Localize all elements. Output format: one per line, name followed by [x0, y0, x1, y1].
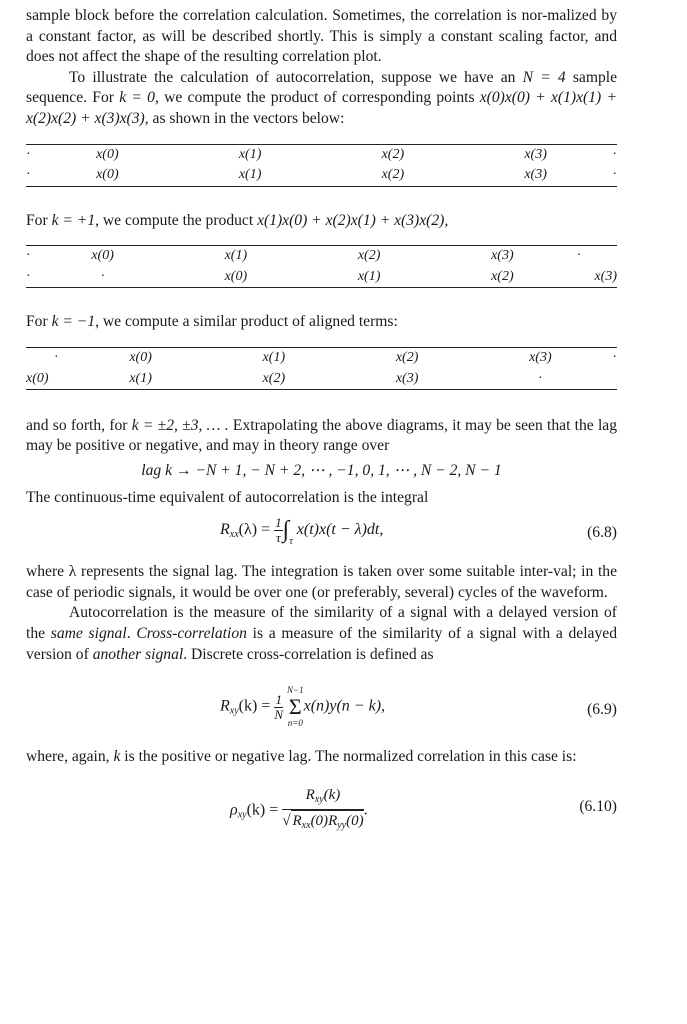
eq-denominator [282, 810, 363, 836]
table-row [26, 267, 617, 288]
table-cell: x(0) [91, 248, 114, 264]
eq-fraction [274, 516, 283, 545]
table-cell: · [538, 370, 543, 386]
eq-text: x(t)x(t − λ)dt, [296, 521, 384, 539]
equation-6-8 [26, 512, 617, 554]
table-cell: x(0) [26, 370, 49, 386]
math-product-k1: x(1)x(0) + x(2)x(1) + x(3)x(2), [257, 211, 449, 229]
table-cell: x(3) [594, 268, 617, 284]
eq-text: (0) [310, 812, 329, 829]
table-cell: · [26, 248, 31, 264]
table-cell: x(0) [96, 167, 119, 183]
eq-denominator: N [274, 706, 284, 722]
text: where, again, [26, 748, 114, 766]
eq-symbol: R [220, 521, 230, 539]
eq-symbol: ρ [230, 801, 238, 819]
table-cell: x(3) [491, 248, 514, 264]
text: and so forth, for [26, 416, 132, 434]
table-row [26, 144, 617, 165]
table-cell [54, 368, 74, 389]
table-cell [569, 267, 589, 288]
text: , we compute the product of corresponding points [154, 89, 480, 107]
text: For [26, 313, 52, 331]
paragraph-autocorrelation [26, 603, 617, 665]
paragraph-illustrate [26, 68, 617, 130]
eq-summation [287, 685, 304, 729]
table-cell: x(3) [395, 370, 419, 386]
emphasis: same signal [50, 624, 127, 642]
eq-text: (k) = [238, 697, 271, 715]
math-n4: N = 4 [522, 68, 566, 86]
eq-radicand [291, 810, 364, 836]
math-k0: k = 0 [119, 89, 155, 107]
text: is a measure of the similarity of a signal with a delayed version of [26, 624, 617, 663]
equation-body [220, 516, 383, 547]
emphasis: another signal [92, 645, 184, 663]
eq-subscript: xy [237, 809, 247, 821]
eq-subscript: xx [229, 529, 239, 541]
equation-number: (6.10) [579, 797, 617, 815]
eq-subscript: τ [289, 536, 293, 548]
eq-sigma: Σ [288, 694, 302, 720]
eq-symbol: R [292, 812, 302, 829]
text: . [126, 624, 137, 642]
table-cell: · [54, 350, 59, 365]
table-cell: x(3) [524, 167, 547, 183]
table-row [26, 368, 617, 389]
table-cell: x(2) [395, 350, 419, 365]
table-cell: x(3) [524, 146, 547, 162]
table-cell: · [26, 268, 31, 284]
eq-text: (k) = [246, 801, 279, 819]
table-cell: x(1) [357, 268, 381, 284]
table-cell: x(0) [129, 350, 152, 365]
text: , we compute the product [95, 211, 258, 229]
text: For [26, 211, 52, 229]
eq-symbol: R [220, 697, 230, 715]
table-row [26, 347, 617, 368]
text: Autocorrelation is the measure of the similarity of a signal with a delayed version of the [26, 604, 617, 642]
eq-integral: ∫ [282, 517, 290, 544]
eq-text: x(n)y(n − k), [303, 697, 386, 715]
text: is the positive or negative lag. The normalized correlation in this case is: [120, 748, 577, 766]
eq-fraction [282, 786, 363, 836]
table-cell: · [612, 146, 617, 162]
paragraph-and-so-forth [26, 416, 617, 457]
vector-table-k-minus-1 [26, 347, 617, 390]
math-k: k [113, 748, 121, 766]
text: Extrapolating the above diagrams, it may be seen that the lag may be positive or negative, and may in theory range over [26, 416, 617, 455]
table-cell: x(1) [238, 146, 262, 162]
eq-text: . [363, 801, 368, 819]
equation-6-10 [26, 782, 617, 838]
table-cell [607, 368, 617, 389]
table-cell: x(3) [529, 350, 552, 365]
text: sample sequence. For [26, 68, 617, 107]
paragraph-k-plus-1 [26, 211, 617, 232]
eq-subscript: xx [301, 819, 311, 831]
table-cell: x(1) [238, 167, 262, 183]
eq-denominator: τ [276, 530, 281, 546]
paragraph-intro: sample block before the correlation calculation. Sometimes, the correlation is nor-malized by a constant factor, as will be described shortly. This is simply a constant scaling factor, and does not affect the shape of the resulting correlation plot. [26, 7, 617, 66]
equation-body [230, 786, 368, 836]
table-cell: · [576, 248, 582, 264]
paragraph-k-minus-1 [26, 312, 617, 333]
math-k-plus-1: k = +1 [51, 211, 96, 229]
text: , as shown in the vectors below: [144, 109, 345, 127]
table-cell: x(2) [491, 268, 514, 284]
table-row [26, 165, 617, 186]
eq-text: (λ) = [238, 521, 271, 539]
table-cell: x(0) [96, 146, 119, 162]
table-cell: · [26, 146, 31, 162]
text: . Discrete cross-correlation is defined as [183, 645, 434, 663]
table-cell [26, 347, 54, 368]
eq-text: (0) [346, 812, 364, 829]
eq-subscript: xy [314, 793, 324, 805]
table-cell: x(1) [262, 350, 286, 365]
vector-table-k-plus-1 [26, 245, 617, 288]
sqrt-icon: √ [282, 812, 291, 829]
eq-symbol: R [328, 812, 338, 829]
text: To illustrate the calculation of autocorrelation, suppose we have an [69, 68, 523, 86]
eq-numerator: 1 [275, 691, 282, 707]
vector-table-k0 [26, 144, 617, 187]
table-cell: x(2) [381, 167, 405, 183]
equation-body [220, 685, 385, 729]
paragraph-lambda: where λ represents the signal lag. The integration is taken over some suitable inter-val; in the case of periodic signals, it would be over one (or preferably, several) cycles of the waveform. [26, 563, 617, 601]
eq-limit: n=0 [287, 718, 303, 729]
math-product-k0: x(0)x(0) + x(1)x(1) + x(2)x(2) + x(3)x(3) [26, 89, 617, 127]
table-cell: · [100, 268, 105, 284]
eq-subscript: xy [229, 705, 239, 717]
eq-symbol: R [305, 786, 315, 803]
table-cell: x(0) [224, 268, 248, 284]
eq-text: (k) [323, 786, 341, 803]
table-row [26, 246, 617, 267]
eq-numerator [282, 786, 363, 810]
eq-limit: N−1 [287, 685, 304, 696]
table-cell: x(2) [381, 146, 405, 162]
equation-6-9 [26, 679, 617, 739]
page [26, 6, 617, 838]
table-cell: x(1) [224, 248, 248, 264]
equation-number: (6.8) [587, 524, 617, 542]
paragraph-continuous: The continuous-time equivalent of autocorrelation is the integral [26, 488, 429, 506]
table-cell: x(2) [262, 370, 286, 386]
eq-numerator: 1 [275, 515, 282, 531]
table-cell: · [612, 350, 617, 365]
eq-fraction [274, 693, 283, 722]
paragraph-lag [26, 747, 617, 768]
emphasis: Cross-correlation [136, 624, 247, 642]
table-cell: x(2) [357, 248, 381, 264]
math-k-range: k = ±2, ±3, … . [131, 416, 229, 434]
table-cell [589, 246, 617, 267]
eq-subscript: yy [337, 819, 347, 831]
text: , we compute a similar product of aligned terms: [95, 313, 398, 331]
lag-range-equation: lag k → −N + 1, − N + 2, ⋯ , −1, 0, 1, ⋯ , N − 2, N − 1 [141, 461, 502, 479]
table-cell: · [26, 167, 31, 183]
equation-number: (6.9) [587, 701, 617, 719]
math-k-minus-1: k = −1 [51, 313, 96, 331]
table-cell: x(1) [129, 370, 152, 386]
table-cell: · [612, 167, 617, 183]
